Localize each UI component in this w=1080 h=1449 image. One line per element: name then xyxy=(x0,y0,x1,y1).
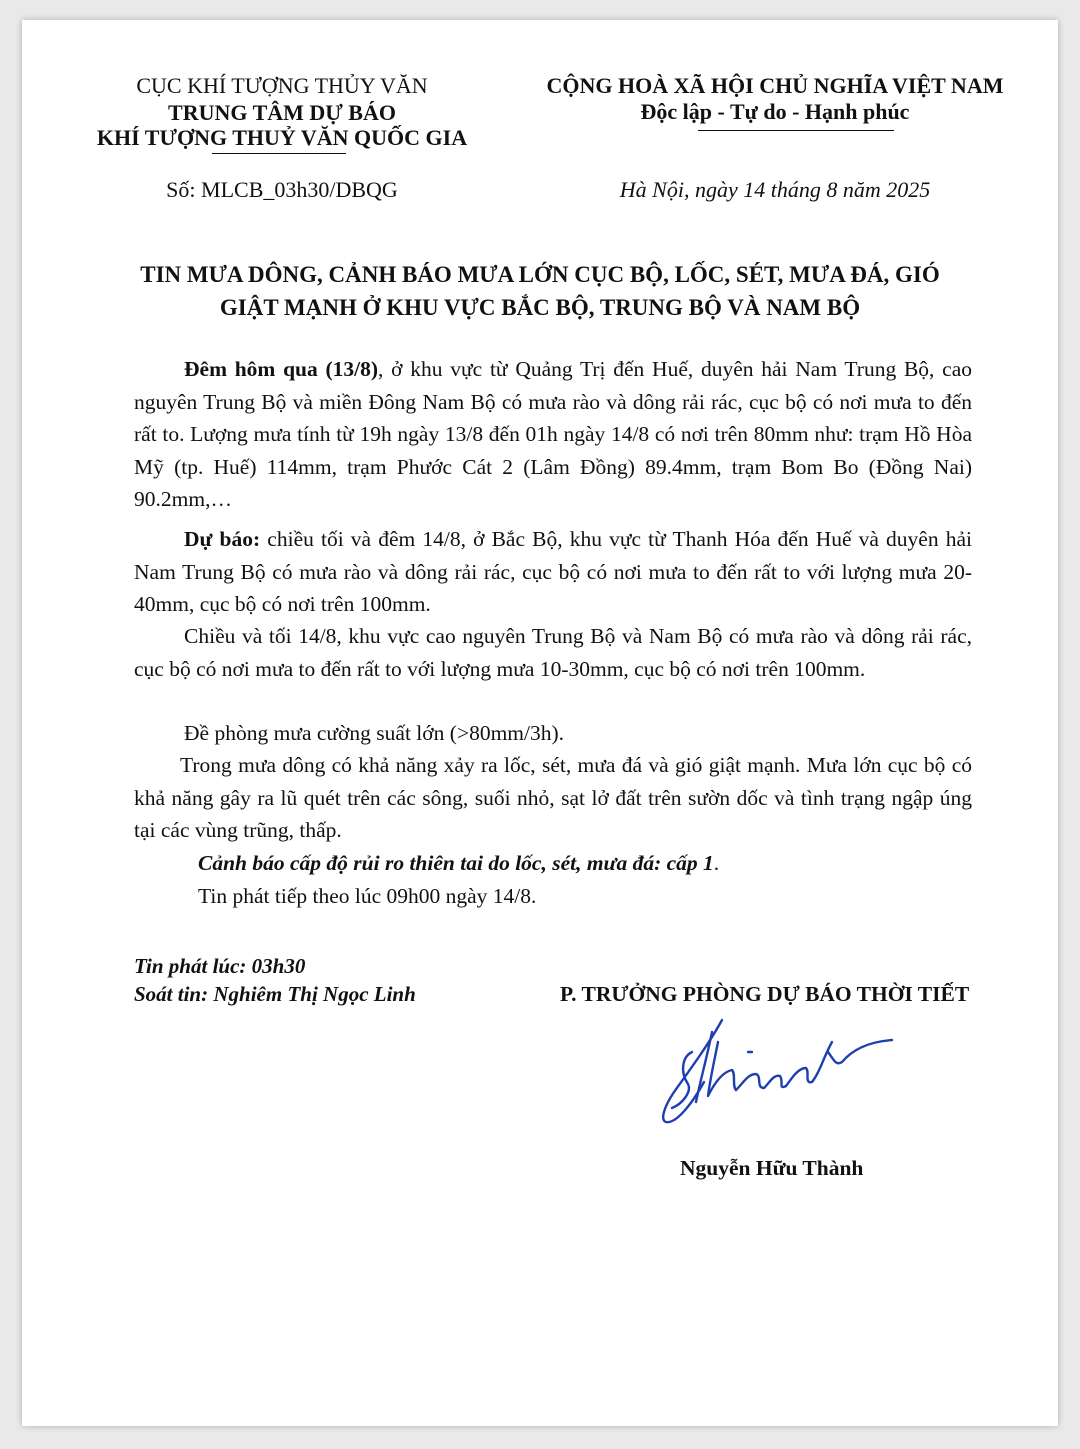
document-page xyxy=(22,20,1058,1426)
signer-title: P. TRƯỞNG PHÒNG DỰ BÁO THỜI TIẾT xyxy=(560,982,970,1006)
observation-lead: Đêm hôm qua (13/8) xyxy=(184,357,379,381)
issue-date: Hà Nội, ngày 14 tháng 8 năm 2025 xyxy=(619,177,931,202)
paragraph-hazards: Trong mưa dông có khả năng xảy ra lốc, sét, mưa đá và gió giật mạnh. Mưa lớn cục bộ có khả năng gây ra lũ quét trên các sông, suối nhỏ, sạt lở đất trên sườn dốc và tình trạng ngập úng tại các vùng trũng, thấp. xyxy=(134,753,972,842)
checked-by: Soát tin: Nghiêm Thị Ngọc Linh xyxy=(134,982,416,1006)
agency-name-line2: TRUNG TÂM DỰ BÁO xyxy=(168,100,396,125)
risk-warning xyxy=(198,847,719,880)
national-motto: Độc lập - Tự do - Hạnh phúc xyxy=(640,99,910,124)
signer-name: Nguyễn Hữu Thành xyxy=(680,1156,864,1180)
paragraph-intensity: Đề phòng mưa cường suất lớn (>80mm/3h). xyxy=(184,721,565,745)
agency-name-line1: CỤC KHÍ TƯỢNG THỦY VĂN xyxy=(136,73,428,98)
issued-at: Tin phát lúc: 03h30 xyxy=(134,954,306,978)
risk-warning-text: Cảnh báo cấp độ rủi ro thiên tai do lốc, sét, mưa đá: cấp 1 xyxy=(198,851,714,875)
bulletin-title-line1: TIN MƯA DÔNG, CẢNH BÁO MƯA LỚN CỤC BỘ, LỐC, SÉT, MƯA ĐÁ, GIÓ xyxy=(140,262,940,287)
paragraph-forecast-south: Chiều và tối 14/8, khu vực cao nguyên Trung Bộ và Nam Bộ có mưa rào và dông rải rác, cục bộ có nơi mưa to đến rất to với lượng mưa 10-30mm, cục bộ có nơi trên 100mm. xyxy=(134,624,972,681)
agency-underline xyxy=(212,153,346,154)
paragraph-forecast xyxy=(134,523,972,621)
forecast-lead: Dự báo: xyxy=(184,527,261,551)
motto-underline xyxy=(698,130,894,131)
bulletin-title-line2: GIẬT MẠNH Ở KHU VỰC BẮC BỘ, TRUNG BỘ VÀ NAM BỘ xyxy=(219,295,861,320)
observation-text: , ở khu vực từ Quảng Trị đến Huế, duyên hải Nam Trung Bộ, cao nguyên Trung Bộ và miền Đông Nam Bộ có mưa rào và dông rải rác, cục bộ có nơi mưa to đến rất to. Lượng mưa tính từ 19h ngày 13/8 đến 01h ngày 14/8 có nơi trên 80mm như: trạm Hồ Hòa Mỹ (tp. Huế) 114mm, trạm Phước Cát 2 (Lâm Đồng) 89.4mm, trạm Bom Bo (Đồng Nai) 90.2mm,… xyxy=(134,357,973,511)
signature-image xyxy=(652,1012,912,1132)
country-name: CỘNG HOÀ XÃ HỘI CHỦ NGHĨA VIỆT NAM xyxy=(546,73,1004,98)
agency-name-line3: KHÍ TƯỢNG THUỶ VĂN QUỐC GIA xyxy=(96,125,468,150)
next-bulletin: Tin phát tiếp theo lúc 09h00 ngày 14/8. xyxy=(198,884,537,908)
paragraph-observation xyxy=(134,353,972,516)
forecast-text: chiều tối và đêm 14/8, ở Bắc Bộ, khu vực từ Thanh Hóa đến Huế và duyên hải Nam Trung Bộ có mưa rào và dông rải rác, cục bộ có nơi mưa to đến rất to với lượng mưa 20-40mm, cục bộ có nơi trên 100mm. xyxy=(134,527,972,616)
risk-warning-period: . xyxy=(713,851,720,875)
document-number: Số: MLCB_03h30/DBQG xyxy=(166,177,398,202)
